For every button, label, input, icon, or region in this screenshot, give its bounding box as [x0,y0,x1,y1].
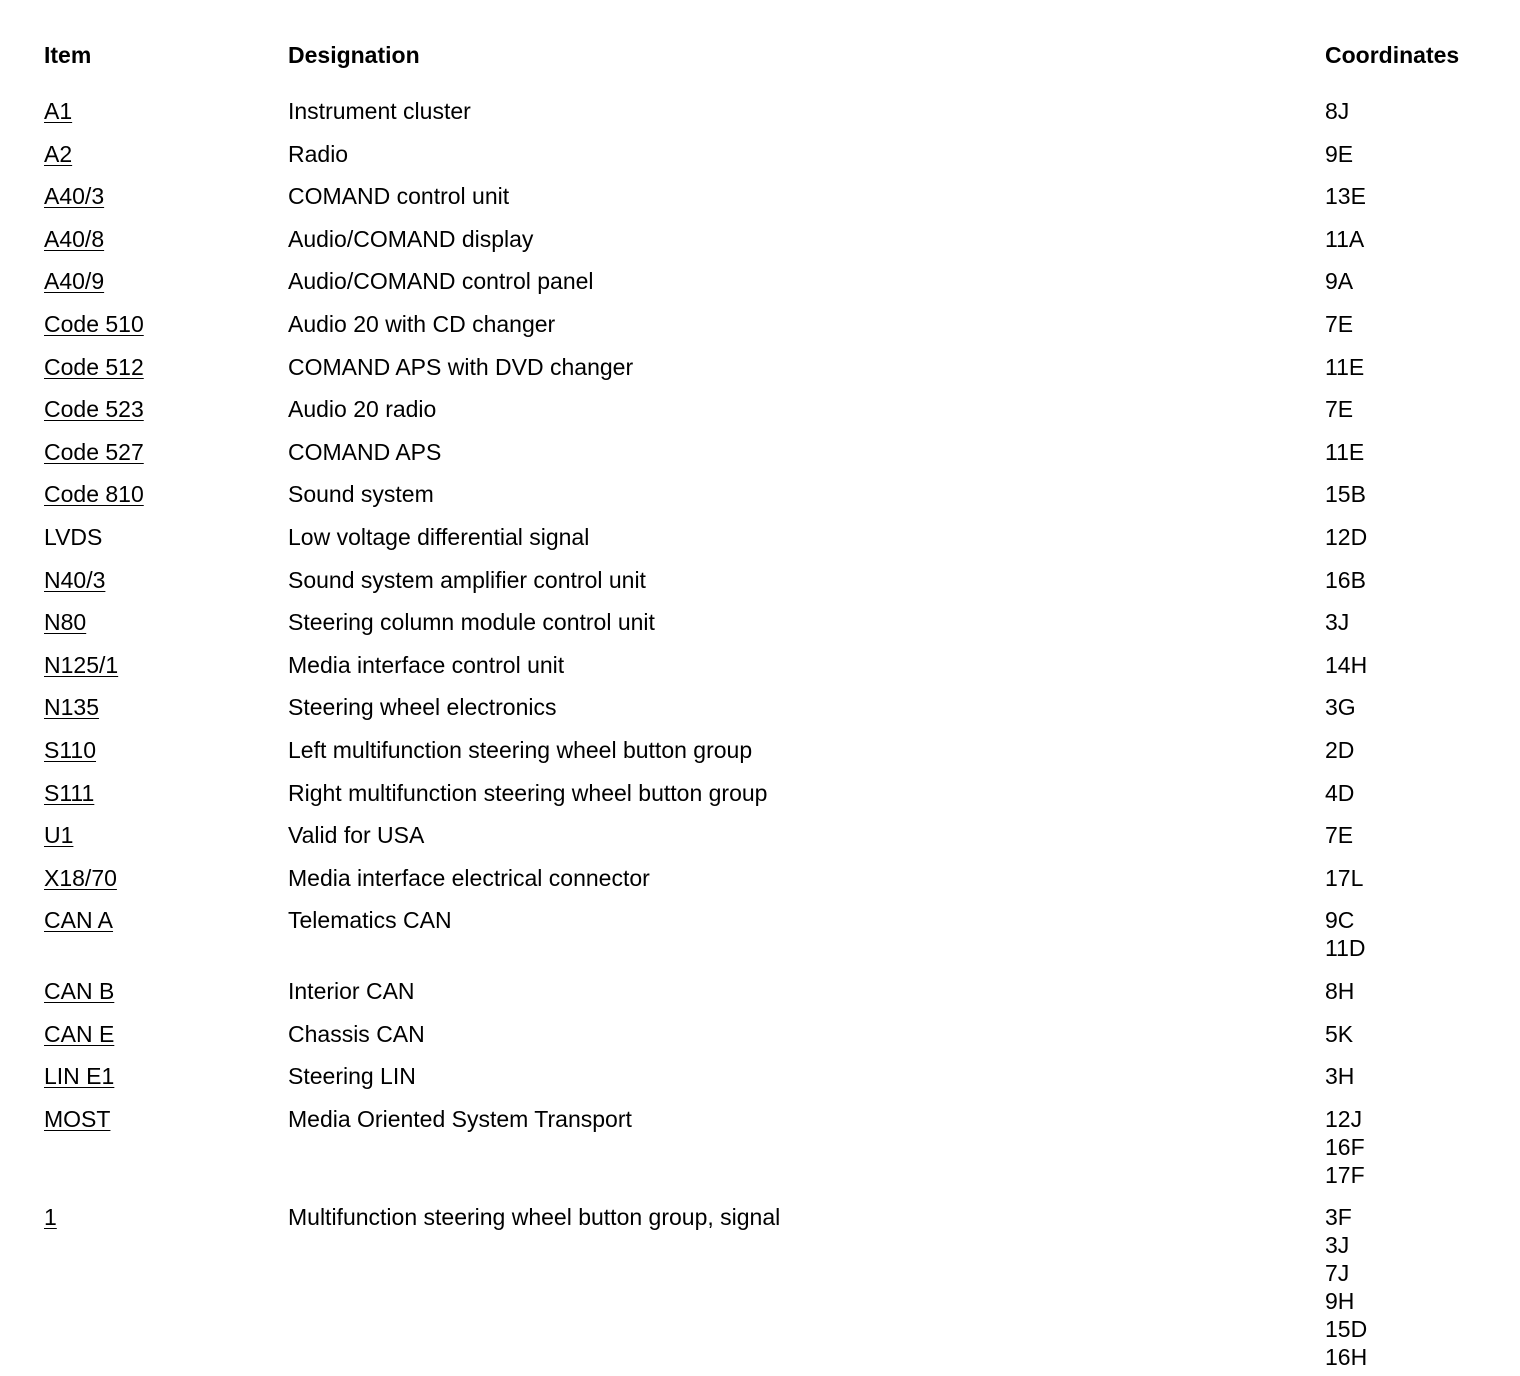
item-designation: Media interface control unit [288,651,565,678]
item-coordinates [1325,864,1363,892]
table-header [44,38,1504,72]
coordinate-value: 2D [1325,737,1355,763]
item-coordinates [1325,779,1354,807]
item-coordinates [1325,480,1366,508]
item-designation: COMAND APS with DVD changer [288,353,634,380]
item-code[interactable]: MOST [44,1105,111,1132]
coordinate-value: 12J [1325,1105,1363,1132]
item-designation: Audio/COMAND display [288,225,534,252]
item-designation: Steering wheel electronics [288,694,557,721]
item-code[interactable]: S111 [44,779,95,806]
item-code[interactable]: N80 [44,609,87,636]
coordinate-value: 11A [1325,225,1365,252]
coordinate-value: 7E [1325,396,1354,423]
item-designation: Left multifunction steering wheel button group [288,737,753,763]
item-coordinates [1325,608,1349,636]
item-coordinates [1325,821,1353,849]
coordinate-value: 14H [1325,651,1368,678]
header-coordinates: Coordinates [1325,42,1460,68]
coordinate-value: 7E [1325,311,1354,337]
coordinate-value: 8J [1325,98,1350,124]
item-code[interactable]: N125/1 [44,651,119,678]
coordinate-value: 11E [1325,438,1365,465]
coordinate-value: 17L [1325,864,1364,891]
item-designation: Sound system [288,481,434,508]
item-coordinates [1325,736,1354,764]
item-coordinates [1325,225,1364,253]
coordinate-value: 15B [1325,481,1366,508]
item-designation: Media Oriented System Transport [288,1105,632,1132]
item-code[interactable]: Code 523 [44,396,144,423]
coordinate-value: 16F [1325,1133,1365,1160]
item-coordinates [1325,267,1353,295]
item-designation: Chassis CAN [288,1020,425,1047]
item-designation: Right multifunction steering wheel button group [288,779,768,806]
item-code[interactable]: CAN B [44,978,115,1004]
item-designation: Radio [288,140,349,167]
coordinate-value: 11D [1325,935,1366,962]
coordinate-value: 17F [1325,1161,1365,1188]
coordinate-value: 3J [1325,609,1350,636]
coordinate-value: 13E [1325,183,1366,210]
item-code[interactable]: A2 [44,140,73,167]
item-designation: COMAND APS [288,438,442,465]
item-coordinates [1325,182,1366,210]
item-code[interactable]: A40/8 [44,225,105,252]
item-designation: Telematics CAN [288,907,452,934]
item-coordinates [1325,523,1367,551]
item-designation: Audio/COMAND control panel [288,268,594,295]
item-code[interactable]: CAN A [44,907,114,934]
item-designation: Sound system amplifier control unit [288,566,646,593]
item-code[interactable]: CAN E [44,1020,115,1047]
coordinate-value: 16B [1325,566,1366,593]
coordinate-value: 9H [1325,1288,1355,1315]
item-coordinates [1325,977,1354,1005]
coordinate-value: 11E [1325,353,1365,380]
item-code: LVDS [44,524,103,550]
item-designation: Media interface electrical connector [288,864,650,891]
coordinate-value: 3J [1325,1232,1350,1259]
coordinate-value: 16H [1325,1344,1368,1371]
item-coordinates [1325,906,1366,962]
item-code[interactable]: Code 810 [44,481,144,508]
item-designation: Steering column module control unit [288,609,655,636]
item-code[interactable]: LIN E1 [44,1063,115,1090]
item-coordinates [1325,1105,1365,1189]
item-designation: Audio 20 radio [288,396,437,423]
item-coordinates [1325,1203,1367,1371]
item-coordinates [1325,395,1353,423]
coordinate-value: 5K [1325,1020,1354,1047]
item-coordinates [1325,438,1364,466]
item-designation: COMAND control unit [288,183,510,210]
item-designation: Instrument cluster [288,98,471,124]
item-coordinates [1325,1062,1354,1090]
item-code[interactable]: N40/3 [44,566,106,593]
coordinate-value: 9C [1325,907,1355,934]
item-designation: Interior CAN [288,978,415,1004]
item-code[interactable]: A40/9 [44,268,105,295]
item-code[interactable]: X18/70 [44,864,117,891]
coordinate-value: 15D [1325,1316,1368,1343]
item-coordinates [1325,97,1349,125]
item-coordinates [1325,353,1364,381]
coordinate-value: 4D [1325,779,1355,806]
item-code[interactable]: 1 [44,1204,57,1231]
item-code[interactable]: Code 527 [44,438,144,465]
coordinate-value: 12D [1325,524,1368,550]
coordinate-value: 3F [1325,1204,1352,1231]
item-code[interactable]: S110 [44,737,97,763]
coordinate-value: 9E [1325,140,1354,167]
item-coordinates [1325,566,1366,594]
item-designation: Multifunction steering wheel button group, signal [288,1204,781,1231]
item-code[interactable]: Code 510 [44,311,144,337]
item-code[interactable]: A40/3 [44,183,105,210]
header-designation: Designation [288,42,420,68]
legend-table [44,38,1504,1371]
item-code[interactable]: U1 [44,822,74,849]
coordinate-value: 7J [1325,1260,1350,1287]
coordinate-value: 3H [1325,1063,1355,1090]
header-item: Item [44,42,92,68]
item-designation: Audio 20 with CD changer [288,311,556,337]
item-coordinates [1325,310,1353,338]
item-code[interactable]: A1 [44,98,73,124]
item-coordinates [1325,140,1353,168]
coordinate-value: 8H [1325,978,1355,1004]
item-designation: Steering LIN [288,1063,416,1090]
coordinate-value: 7E [1325,822,1354,849]
coordinate-value: 9A [1325,268,1354,295]
item-coordinates [1325,1020,1353,1048]
item-coordinates [1325,693,1356,721]
item-code[interactable]: N135 [44,694,99,721]
item-coordinates [1325,651,1367,679]
coordinate-value: 3G [1325,694,1356,721]
item-designation: Valid for USA [288,822,425,849]
item-designation: Low voltage differential signal [288,524,590,550]
item-code[interactable]: Code 512 [44,353,144,380]
